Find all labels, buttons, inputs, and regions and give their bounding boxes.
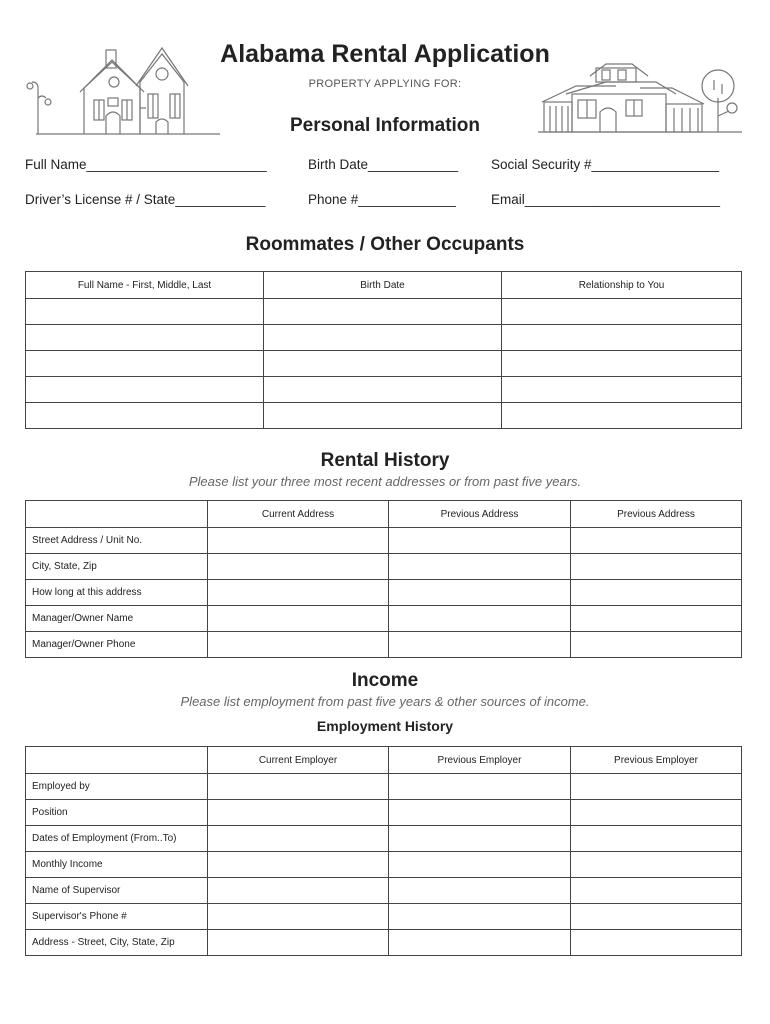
table-row (26, 403, 742, 429)
table-row (26, 351, 742, 377)
table-row (26, 852, 742, 878)
col-current-address: Current Address (208, 501, 389, 528)
table-row (26, 826, 742, 852)
birth-date-field[interactable]: Birth Date____________ (308, 157, 459, 172)
employment-cell[interactable] (571, 852, 742, 878)
roommates-heading: Roommates / Other Occupants (245, 234, 525, 255)
income-heading: Income (351, 670, 419, 691)
employment-cell[interactable] (389, 826, 571, 852)
employment-cell[interactable] (208, 904, 389, 930)
employment-cell[interactable] (389, 852, 571, 878)
employment-cell[interactable] (571, 774, 742, 800)
table-row (26, 580, 742, 606)
employment-cell[interactable] (571, 800, 742, 826)
employment-cell[interactable] (389, 930, 571, 956)
col-relationship: Relationship to You (502, 272, 742, 299)
table-row (26, 904, 742, 930)
col-birth-date: Birth Date (264, 272, 502, 299)
employment-cell[interactable] (208, 800, 389, 826)
employment-cell[interactable] (571, 878, 742, 904)
roommate-name-cell[interactable] (26, 325, 264, 351)
roommate-birth-cell[interactable] (264, 403, 502, 429)
roommate-relationship-cell[interactable] (502, 299, 742, 325)
rental-cell[interactable] (208, 528, 389, 554)
rental-cell[interactable] (389, 606, 571, 632)
rental-cell[interactable] (571, 554, 742, 580)
table-row (26, 930, 742, 956)
col-blank (26, 501, 208, 528)
rental-cell[interactable] (389, 528, 571, 554)
roommate-birth-cell[interactable] (264, 351, 502, 377)
table-row (26, 632, 742, 658)
roommate-relationship-cell[interactable] (502, 351, 742, 377)
table-row (26, 606, 742, 632)
rental-cell[interactable] (208, 554, 389, 580)
table-row (26, 325, 742, 351)
document-title: Alabama Rental Application (220, 40, 550, 68)
row-label: City, State, Zip (26, 554, 208, 580)
personal-information-heading: Personal Information (289, 115, 481, 136)
roommate-name-cell[interactable] (26, 403, 264, 429)
roommate-name-cell[interactable] (26, 377, 264, 403)
employment-cell[interactable] (208, 878, 389, 904)
employment-cell[interactable] (208, 930, 389, 956)
employment-cell[interactable] (571, 904, 742, 930)
col-previous-address: Previous Address (389, 501, 571, 528)
row-label: How long at this address (26, 580, 208, 606)
table-row (26, 528, 742, 554)
row-label: Manager/Owner Phone (26, 632, 208, 658)
employment-history-table (25, 746, 742, 956)
rental-history-table (25, 500, 742, 658)
employment-cell[interactable] (571, 930, 742, 956)
rental-history-note: Please list your three most recent addresses or from past five years. (188, 474, 582, 489)
col-current-employer: Current Employer (208, 747, 389, 774)
employment-cell[interactable] (208, 774, 389, 800)
rental-cell[interactable] (571, 528, 742, 554)
rental-cell[interactable] (389, 580, 571, 606)
roommate-birth-cell[interactable] (264, 299, 502, 325)
roommate-relationship-cell[interactable] (502, 325, 742, 351)
row-label: Dates of Employment (From..To) (26, 826, 208, 852)
table-row (26, 774, 742, 800)
rental-cell[interactable] (208, 580, 389, 606)
full-name-field[interactable]: Full Name________________________ (25, 157, 267, 172)
col-previous-employer: Previous Employer (571, 747, 742, 774)
phone-field[interactable]: Phone #_____________ (308, 192, 456, 207)
rental-cell[interactable] (571, 632, 742, 658)
row-label: Employed by (26, 774, 208, 800)
row-label: Manager/Owner Name (26, 606, 208, 632)
row-label: Name of Supervisor (26, 878, 208, 904)
table-row (26, 800, 742, 826)
employment-cell[interactable] (389, 774, 571, 800)
roommate-relationship-cell[interactable] (502, 377, 742, 403)
table-row (26, 377, 742, 403)
employment-cell[interactable] (571, 826, 742, 852)
row-label: Supervisor's Phone # (26, 904, 208, 930)
rental-cell[interactable] (208, 632, 389, 658)
roommate-name-cell[interactable] (26, 299, 264, 325)
roommate-name-cell[interactable] (26, 351, 264, 377)
employment-cell[interactable] (389, 878, 571, 904)
table-row (26, 299, 742, 325)
roommate-birth-cell[interactable] (264, 377, 502, 403)
roommates-table (25, 271, 742, 429)
rental-cell[interactable] (571, 606, 742, 632)
col-full-name: Full Name - First, Middle, Last (26, 272, 264, 299)
email-field[interactable]: Email__________________________ (491, 192, 720, 207)
col-previous-address: Previous Address (571, 501, 742, 528)
roommate-relationship-cell[interactable] (502, 403, 742, 429)
employment-cell[interactable] (208, 852, 389, 878)
rental-cell[interactable] (571, 580, 742, 606)
row-label: Monthly Income (26, 852, 208, 878)
row-label: Street Address / Unit No. (26, 528, 208, 554)
property-applying-for-label: PROPERTY APPLYING FOR: (308, 78, 462, 90)
col-previous-employer: Previous Employer (389, 747, 571, 774)
employment-history-heading: Employment History (316, 718, 454, 734)
income-note: Please list employment from past five years & other sources of income. (180, 694, 590, 709)
table-row (26, 554, 742, 580)
table-row (26, 878, 742, 904)
ssn-field[interactable]: Social Security #_________________ (491, 157, 720, 172)
row-label: Address - Street, City, State, Zip (26, 930, 208, 956)
employment-cell[interactable] (208, 826, 389, 852)
rental-cell[interactable] (389, 554, 571, 580)
col-blank (26, 747, 208, 774)
roommate-birth-cell[interactable] (264, 325, 502, 351)
rental-cell[interactable] (389, 632, 571, 658)
rental-cell[interactable] (208, 606, 389, 632)
employment-cell[interactable] (389, 800, 571, 826)
drivers-license-field[interactable]: Driver’s License # / State____________ (25, 192, 266, 207)
rental-history-heading: Rental History (320, 450, 450, 471)
row-label: Position (26, 800, 208, 826)
employment-cell[interactable] (389, 904, 571, 930)
